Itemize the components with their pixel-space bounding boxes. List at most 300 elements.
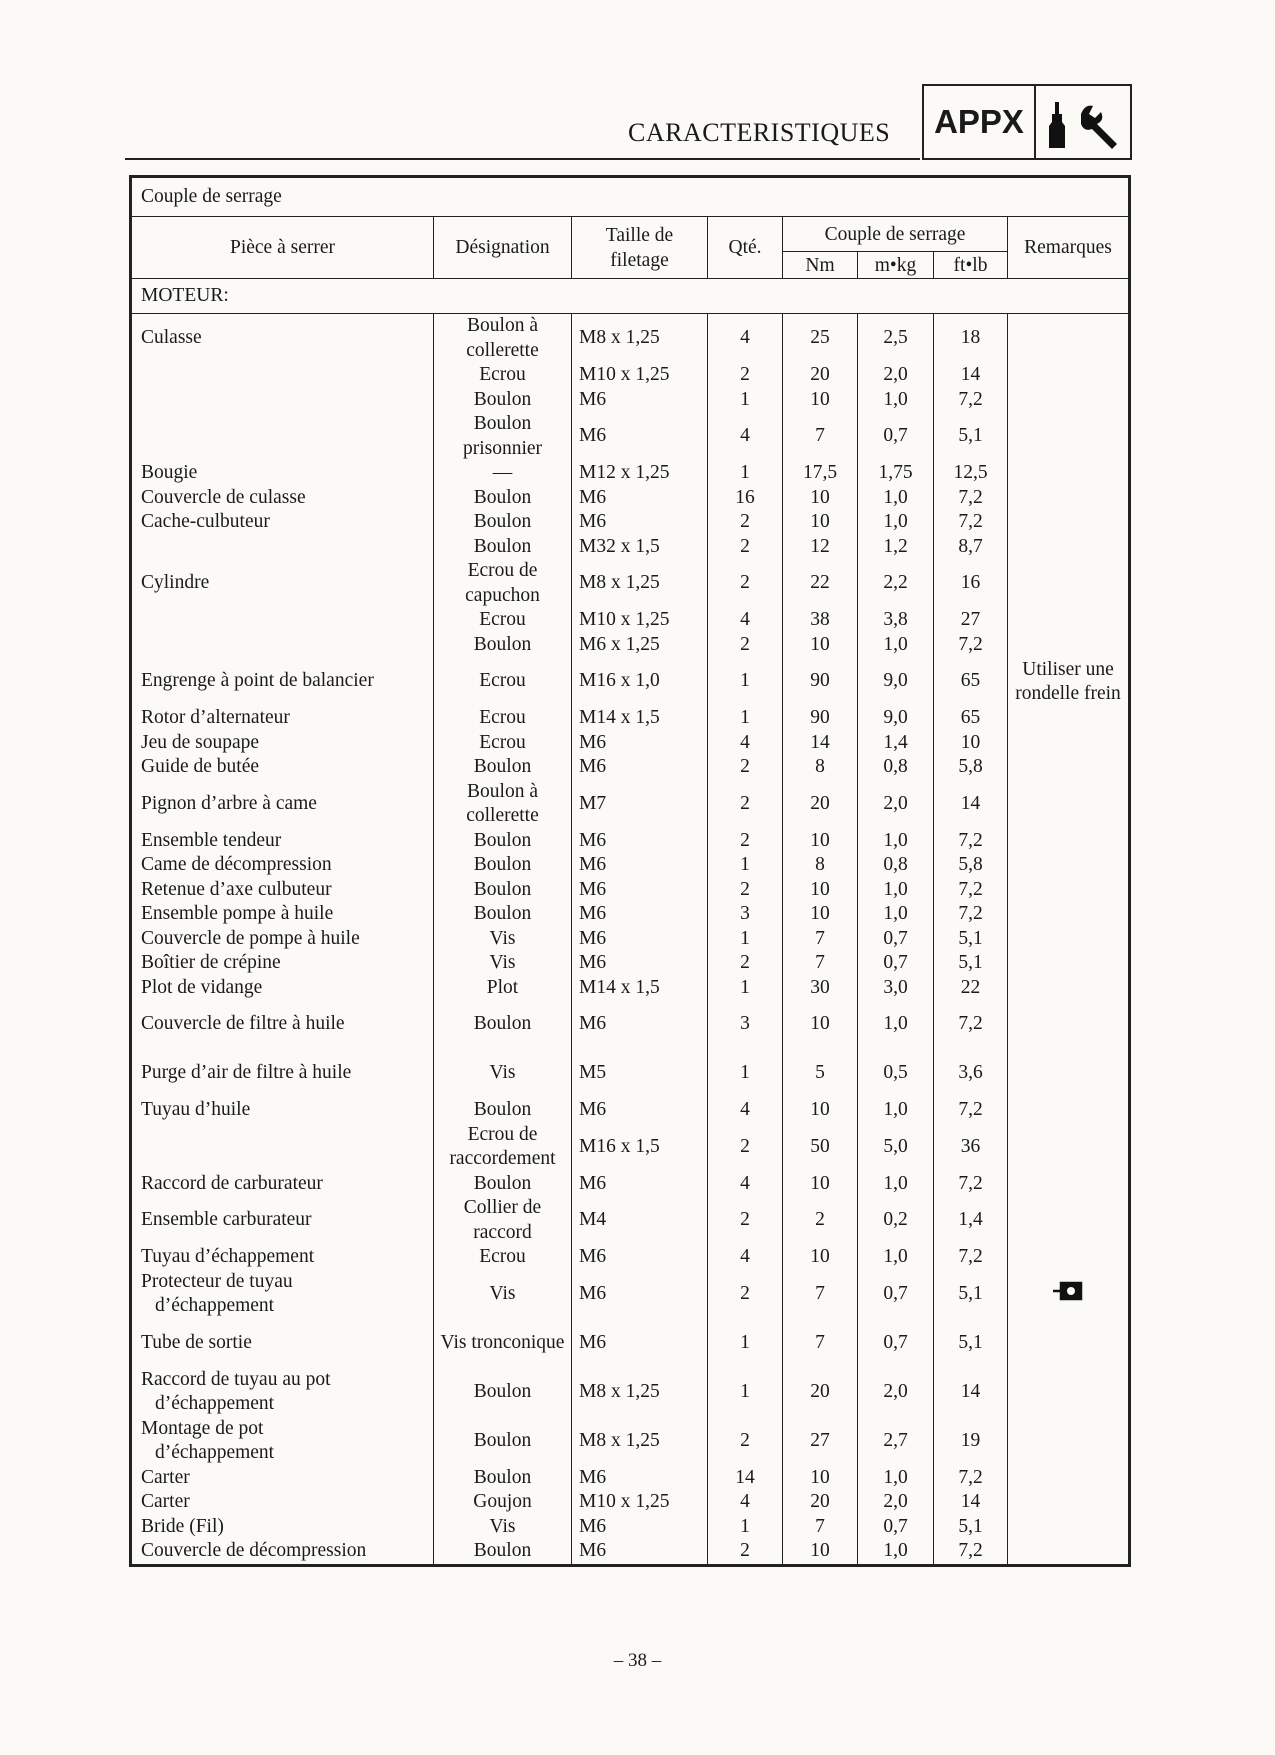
table-row xyxy=(131,1466,1130,1491)
table-row xyxy=(131,1172,1130,1197)
cell-nm: 17,5 xyxy=(783,461,858,486)
cell-qty: 4 xyxy=(708,314,783,364)
cell-ftlb: 7,2 xyxy=(934,1245,1008,1270)
cell-qty: 3 xyxy=(708,902,783,927)
cell-piece: Boîtier de crépine xyxy=(131,951,434,976)
cell-thread-size: M16 x 1,0 xyxy=(572,657,708,706)
cell-piece: Bride (Fil) xyxy=(131,1515,434,1540)
cell-designation: Plot xyxy=(434,976,572,1001)
header-mkg: m•kg xyxy=(858,252,934,279)
table-row xyxy=(131,1123,1130,1172)
cell-remarks xyxy=(1008,314,1130,364)
cell-remarks xyxy=(1008,829,1130,854)
cell-mkg: 1,0 xyxy=(858,1539,934,1565)
cell-ftlb: 7,2 xyxy=(934,388,1008,413)
cell-designation: Boulon xyxy=(434,633,572,658)
torque-table xyxy=(129,175,1131,1567)
cell-piece: Cylindre xyxy=(131,559,434,608)
cell-designation: Boulon xyxy=(434,1466,572,1491)
cell-mkg: 0,7 xyxy=(858,412,934,461)
cell-nm: 90 xyxy=(783,657,858,706)
cell-nm: 10 xyxy=(783,633,858,658)
cell-ftlb: 5,1 xyxy=(934,927,1008,952)
table-row xyxy=(131,976,1130,1001)
cell-thread-size: M6 xyxy=(572,853,708,878)
table-row xyxy=(131,608,1130,633)
cell-nm: 38 xyxy=(783,608,858,633)
cell-remarks xyxy=(1008,1196,1130,1245)
cell-thread-size: M6 xyxy=(572,1098,708,1123)
cell-thread-size: M6 xyxy=(572,1466,708,1491)
cell-piece: Couvercle de décompression xyxy=(131,1539,434,1565)
cell-nm: 7 xyxy=(783,951,858,976)
cell-designation: Boulon xyxy=(434,1417,572,1466)
cell-remarks xyxy=(1008,535,1130,560)
cell-designation: Boulon xyxy=(434,1368,572,1417)
cell-remarks xyxy=(1008,1539,1130,1565)
cell-nm: 7 xyxy=(783,927,858,952)
cell-piece xyxy=(131,1270,434,1319)
cell-thread-size: M32 x 1,5 xyxy=(572,535,708,560)
cell-qty: 2 xyxy=(708,633,783,658)
cell-ftlb: 1,4 xyxy=(934,1196,1008,1245)
cell-ftlb: 18 xyxy=(934,314,1008,364)
cell-ftlb: 7,2 xyxy=(934,510,1008,535)
cell-qty: 1 xyxy=(708,1368,783,1417)
cell-remarks xyxy=(1008,486,1130,511)
cell-qty: 2 xyxy=(708,510,783,535)
cell-thread-size: M10 x 1,25 xyxy=(572,1490,708,1515)
cell-ftlb: 14 xyxy=(934,780,1008,829)
cell-piece: Jeu de soupape xyxy=(131,731,434,756)
cell-ftlb: 7,2 xyxy=(934,633,1008,658)
cell-piece xyxy=(131,412,434,461)
cell-designation: Vis xyxy=(434,927,572,952)
cell-designation: Boulon à collerette xyxy=(434,314,572,364)
cell-designation: Collier de raccord xyxy=(434,1196,572,1245)
cell-piece: Cache-culbuteur xyxy=(131,510,434,535)
cell-designation: Boulon xyxy=(434,486,572,511)
cell-piece: Plot de vidange xyxy=(131,976,434,1001)
cell-nm: 10 xyxy=(783,1539,858,1565)
cell-ftlb: 8,7 xyxy=(934,535,1008,560)
cell-designation: Boulon xyxy=(434,1172,572,1197)
cell-piece: Guide de butée xyxy=(131,755,434,780)
cell-nm: 10 xyxy=(783,829,858,854)
cell-piece: Couvercle de culasse xyxy=(131,486,434,511)
cell-mkg: 1,0 xyxy=(858,902,934,927)
cell-thread-size: M6 xyxy=(572,927,708,952)
cell-remarks xyxy=(1008,461,1130,486)
cell-ftlb: 7,2 xyxy=(934,1466,1008,1491)
cell-designation: Ecrou xyxy=(434,608,572,633)
cell-thread-size: M6 xyxy=(572,878,708,903)
cell-nm: 10 xyxy=(783,510,858,535)
spark-plug-wrench-icon xyxy=(1036,86,1130,158)
table-row xyxy=(131,1098,1130,1123)
cell-mkg: 5,0 xyxy=(858,1123,934,1172)
cell-nm: 30 xyxy=(783,976,858,1001)
cell-piece: Retenue d’axe culbuteur xyxy=(131,878,434,903)
cell-piece xyxy=(131,1123,434,1172)
cell-qty: 4 xyxy=(708,1490,783,1515)
cell-qty: 2 xyxy=(708,1123,783,1172)
piece-line-2: d’échappement xyxy=(155,1295,275,1316)
table-row xyxy=(131,363,1130,388)
cell-piece: Couvercle de pompe à huile xyxy=(131,927,434,952)
cell-ftlb: 14 xyxy=(934,363,1008,388)
cell-mkg: 2,0 xyxy=(858,1490,934,1515)
cell-thread-size: M6 xyxy=(572,755,708,780)
cell-ftlb: 36 xyxy=(934,1123,1008,1172)
cell-nm: 7 xyxy=(783,1270,858,1319)
cell-piece xyxy=(131,633,434,658)
cell-qty: 2 xyxy=(708,1539,783,1565)
cell-remarks xyxy=(1008,853,1130,878)
cell-qty: 2 xyxy=(708,829,783,854)
table-row xyxy=(131,1270,1130,1319)
cell-remarks xyxy=(1008,1049,1130,1098)
cell-designation: Ecrou xyxy=(434,1245,572,1270)
cell-qty: 1 xyxy=(708,1319,783,1368)
cell-qty: 3 xyxy=(708,1000,783,1049)
header-couple: Couple de serrage xyxy=(783,217,1008,252)
cell-ftlb: 7,2 xyxy=(934,486,1008,511)
cell-qty: 2 xyxy=(708,363,783,388)
table-row xyxy=(131,1368,1130,1417)
cell-piece: Couvercle de filtre à huile xyxy=(131,1000,434,1049)
cell-mkg: 1,0 xyxy=(858,1245,934,1270)
cell-remarks xyxy=(1008,1172,1130,1197)
cell-thread-size: M8 x 1,25 xyxy=(572,1417,708,1466)
table-row xyxy=(131,878,1130,903)
cell-qty: 1 xyxy=(708,976,783,1001)
cell-qty: 2 xyxy=(708,1417,783,1466)
page-title: CARACTERISTIQUES xyxy=(628,118,891,147)
cell-thread-size: M8 x 1,25 xyxy=(572,1368,708,1417)
header-nm: Nm xyxy=(783,252,858,279)
cell-ftlb: 5,1 xyxy=(934,1270,1008,1319)
cell-ftlb: 7,2 xyxy=(934,829,1008,854)
cell-remarks xyxy=(1008,633,1130,658)
cell-remarks xyxy=(1008,559,1130,608)
cell-designation: Ecrou xyxy=(434,363,572,388)
cell-ftlb: 7,2 xyxy=(934,902,1008,927)
cell-mkg: 1,0 xyxy=(858,829,934,854)
cell-ftlb: 5,8 xyxy=(934,853,1008,878)
piece-line-1: Raccord de tuyau au pot xyxy=(141,1368,331,1390)
cell-nm: 7 xyxy=(783,1319,858,1368)
cell-remarks xyxy=(1008,927,1130,952)
cell-thread-size: M8 x 1,25 xyxy=(572,314,708,364)
cell-nm: 10 xyxy=(783,1098,858,1123)
cell-qty: 2 xyxy=(708,878,783,903)
cell-qty: 2 xyxy=(708,1196,783,1245)
piece-line-1: Protecteur de tuyau xyxy=(141,1270,293,1292)
cell-mkg: 1,2 xyxy=(858,535,934,560)
table-row xyxy=(131,755,1130,780)
cell-mkg: 0,5 xyxy=(858,1049,934,1098)
header-taille: Taille de filetage xyxy=(572,217,708,279)
cell-designation: Vis xyxy=(434,951,572,976)
cell-remarks xyxy=(1008,976,1130,1001)
cell-mkg: 2,2 xyxy=(858,559,934,608)
piece-line-2: d’échappement xyxy=(155,1442,275,1463)
cell-nm: 20 xyxy=(783,1368,858,1417)
cell-designation: Vis xyxy=(434,1515,572,1540)
cell-ftlb: 65 xyxy=(934,657,1008,706)
cell-remarks xyxy=(1008,388,1130,413)
cell-ftlb: 5,1 xyxy=(934,412,1008,461)
cell-thread-size: M14 x 1,5 xyxy=(572,976,708,1001)
cell-nm: 10 xyxy=(783,388,858,413)
cell-remarks xyxy=(1008,412,1130,461)
cell-piece xyxy=(131,388,434,413)
cell-remarks xyxy=(1008,1098,1130,1123)
cell-nm: 10 xyxy=(783,1172,858,1197)
piece-line-2: d’échappement xyxy=(155,1393,275,1414)
cell-mkg: 0,7 xyxy=(858,927,934,952)
cell-mkg: 0,8 xyxy=(858,853,934,878)
cell-designation: Boulon xyxy=(434,902,572,927)
cell-thread-size: M6 xyxy=(572,388,708,413)
cell-ftlb: 7,2 xyxy=(934,1172,1008,1197)
cell-remarks xyxy=(1008,608,1130,633)
cell-designation: Boulon xyxy=(434,1000,572,1049)
cell-remarks xyxy=(1008,1319,1130,1368)
table-row xyxy=(131,486,1130,511)
cell-piece: Ensemble pompe à huile xyxy=(131,902,434,927)
cell-nm: 50 xyxy=(783,1123,858,1172)
table-row xyxy=(131,902,1130,927)
cell-qty: 16 xyxy=(708,486,783,511)
cell-mkg: 1,0 xyxy=(858,388,934,413)
cell-ftlb: 12,5 xyxy=(934,461,1008,486)
cell-mkg: 2,0 xyxy=(858,780,934,829)
cell-piece: Rotor d’alternateur xyxy=(131,706,434,731)
header-qte: Qté. xyxy=(708,217,783,279)
cell-mkg: 1,0 xyxy=(858,1098,934,1123)
cell-mkg: 0,8 xyxy=(858,755,934,780)
cell-ftlb: 5,1 xyxy=(934,1319,1008,1368)
cell-nm: 8 xyxy=(783,755,858,780)
cell-qty: 2 xyxy=(708,951,783,976)
section-label: MOTEUR: xyxy=(131,279,1130,314)
cell-remarks xyxy=(1008,878,1130,903)
cell-qty: 2 xyxy=(708,535,783,560)
cell-qty: 4 xyxy=(708,608,783,633)
cell-ftlb: 7,2 xyxy=(934,1000,1008,1049)
cell-remarks xyxy=(1008,755,1130,780)
cell-thread-size: M6 xyxy=(572,1319,708,1368)
cell-remarks: Utiliser une rondelle frein xyxy=(1008,657,1130,706)
cell-designation: Ecrou de raccordement xyxy=(434,1123,572,1172)
table-row xyxy=(131,1049,1130,1098)
table-row xyxy=(131,853,1130,878)
header-ftlb: ft•lb xyxy=(934,252,1008,279)
cell-nm: 20 xyxy=(783,1490,858,1515)
cell-designation: Ecrou xyxy=(434,657,572,706)
locking-agent-icon xyxy=(1051,1280,1085,1309)
cell-qty: 2 xyxy=(708,559,783,608)
cell-nm: 7 xyxy=(783,1515,858,1540)
cell-piece: Culasse xyxy=(131,314,434,364)
cell-qty: 1 xyxy=(708,927,783,952)
cell-mkg: 9,0 xyxy=(858,706,934,731)
cell-mkg: 2,0 xyxy=(858,363,934,388)
cell-thread-size: M5 xyxy=(572,1049,708,1098)
cell-designation: Ecrou xyxy=(434,731,572,756)
cell-mkg: 1,0 xyxy=(858,486,934,511)
table-row xyxy=(131,927,1130,952)
cell-remarks xyxy=(1008,1417,1130,1466)
cell-remarks xyxy=(1008,1490,1130,1515)
cell-ftlb: 27 xyxy=(934,608,1008,633)
cell-piece xyxy=(131,608,434,633)
cell-ftlb: 19 xyxy=(934,1417,1008,1466)
cell-ftlb: 3,6 xyxy=(934,1049,1008,1098)
cell-mkg: 9,0 xyxy=(858,657,934,706)
cell-qty: 1 xyxy=(708,657,783,706)
cell-remarks xyxy=(1008,706,1130,731)
cell-designation: Boulon xyxy=(434,829,572,854)
table-row xyxy=(131,461,1130,486)
table-row xyxy=(131,1539,1130,1565)
cell-mkg: 1,0 xyxy=(858,878,934,903)
cell-ftlb: 7,2 xyxy=(934,878,1008,903)
cell-thread-size: M6 xyxy=(572,1270,708,1319)
header-divider xyxy=(125,158,920,160)
cell-remarks xyxy=(1008,951,1130,976)
cell-qty: 14 xyxy=(708,1466,783,1491)
table-row xyxy=(131,657,1130,706)
cell-nm: 10 xyxy=(783,878,858,903)
cell-thread-size: M16 x 1,5 xyxy=(572,1123,708,1172)
cell-piece: Pignon d’arbre à came xyxy=(131,780,434,829)
cell-mkg: 0,2 xyxy=(858,1196,934,1245)
cell-thread-size: M7 xyxy=(572,780,708,829)
table-row xyxy=(131,829,1130,854)
cell-designation: Boulon prisonnier xyxy=(434,412,572,461)
cell-nm: 14 xyxy=(783,731,858,756)
cell-nm: 25 xyxy=(783,314,858,364)
cell-remarks xyxy=(1008,1000,1130,1049)
table-row xyxy=(131,633,1130,658)
cell-ftlb: 14 xyxy=(934,1368,1008,1417)
cell-piece: Came de décompression xyxy=(131,853,434,878)
cell-mkg: 3,8 xyxy=(858,608,934,633)
cell-designation: Boulon à collerette xyxy=(434,780,572,829)
cell-thread-size: M6 xyxy=(572,1000,708,1049)
cell-remarks xyxy=(1008,780,1130,829)
header-piece: Pièce à serrer xyxy=(131,217,434,279)
cell-thread-size: M6 xyxy=(572,510,708,535)
cell-qty: 2 xyxy=(708,780,783,829)
cell-thread-size: M6 xyxy=(572,486,708,511)
cell-designation: Boulon xyxy=(434,853,572,878)
cell-ftlb: 5,1 xyxy=(934,1515,1008,1540)
cell-nm: 20 xyxy=(783,780,858,829)
cell-designation: Boulon xyxy=(434,878,572,903)
cell-nm: 10 xyxy=(783,486,858,511)
table-row xyxy=(131,706,1130,731)
table-row xyxy=(131,780,1130,829)
cell-remarks xyxy=(1008,1270,1130,1319)
table-row xyxy=(131,951,1130,976)
cell-remarks xyxy=(1008,731,1130,756)
cell-ftlb: 14 xyxy=(934,1490,1008,1515)
cell-thread-size: M6 xyxy=(572,1515,708,1540)
cell-piece: Engrenge à point de balancier xyxy=(131,657,434,706)
cell-mkg: 2,0 xyxy=(858,1368,934,1417)
cell-ftlb: 7,2 xyxy=(934,1539,1008,1565)
cell-remarks xyxy=(1008,363,1130,388)
table-row xyxy=(131,1319,1130,1368)
cell-piece: Tube de sortie xyxy=(131,1319,434,1368)
cell-remarks xyxy=(1008,1515,1130,1540)
table-row xyxy=(131,314,1130,364)
cell-piece: Ensemble tendeur xyxy=(131,829,434,854)
cell-mkg: 0,7 xyxy=(858,1319,934,1368)
cell-nm: 7 xyxy=(783,412,858,461)
cell-designation: Ecrou de capuchon xyxy=(434,559,572,608)
cell-nm: 27 xyxy=(783,1417,858,1466)
cell-thread-size: M6 xyxy=(572,1172,708,1197)
cell-qty: 1 xyxy=(708,388,783,413)
cell-mkg: 1,75 xyxy=(858,461,934,486)
cell-ftlb: 7,2 xyxy=(934,1098,1008,1123)
cell-ftlb: 22 xyxy=(934,976,1008,1001)
header-designation: Désignation xyxy=(434,217,572,279)
cell-mkg: 1,0 xyxy=(858,1000,934,1049)
table-row xyxy=(131,1245,1130,1270)
cell-thread-size: M6 xyxy=(572,412,708,461)
cell-mkg: 1,0 xyxy=(858,510,934,535)
cell-designation: Ecrou xyxy=(434,706,572,731)
cell-mkg: 2,5 xyxy=(858,314,934,364)
cell-mkg: 1,4 xyxy=(858,731,934,756)
table-row xyxy=(131,1515,1130,1540)
cell-thread-size: M6 xyxy=(572,902,708,927)
header-remarques: Remarques xyxy=(1008,217,1130,279)
cell-mkg: 1,0 xyxy=(858,633,934,658)
cell-remarks xyxy=(1008,902,1130,927)
cell-nm: 90 xyxy=(783,706,858,731)
table-row xyxy=(131,1417,1130,1466)
cell-nm: 20 xyxy=(783,363,858,388)
cell-nm: 22 xyxy=(783,559,858,608)
cell-qty: 4 xyxy=(708,412,783,461)
cell-designation: Boulon xyxy=(434,535,572,560)
cell-thread-size: M10 x 1,25 xyxy=(572,363,708,388)
cell-ftlb: 5,8 xyxy=(934,755,1008,780)
cell-designation: Vis xyxy=(434,1270,572,1319)
cell-designation: Boulon xyxy=(434,388,572,413)
cell-remarks xyxy=(1008,1245,1130,1270)
cell-piece xyxy=(131,1417,434,1466)
cell-remarks xyxy=(1008,1123,1130,1172)
cell-nm: 12 xyxy=(783,535,858,560)
cell-designation: Vis tronconique xyxy=(434,1319,572,1368)
cell-thread-size: M6 x 1,25 xyxy=(572,633,708,658)
cell-nm: 10 xyxy=(783,1245,858,1270)
cell-qty: 4 xyxy=(708,1098,783,1123)
cell-nm: 10 xyxy=(783,1466,858,1491)
cell-thread-size: M8 x 1,25 xyxy=(572,559,708,608)
cell-ftlb: 16 xyxy=(934,559,1008,608)
cell-qty: 1 xyxy=(708,706,783,731)
cell-qty: 1 xyxy=(708,461,783,486)
